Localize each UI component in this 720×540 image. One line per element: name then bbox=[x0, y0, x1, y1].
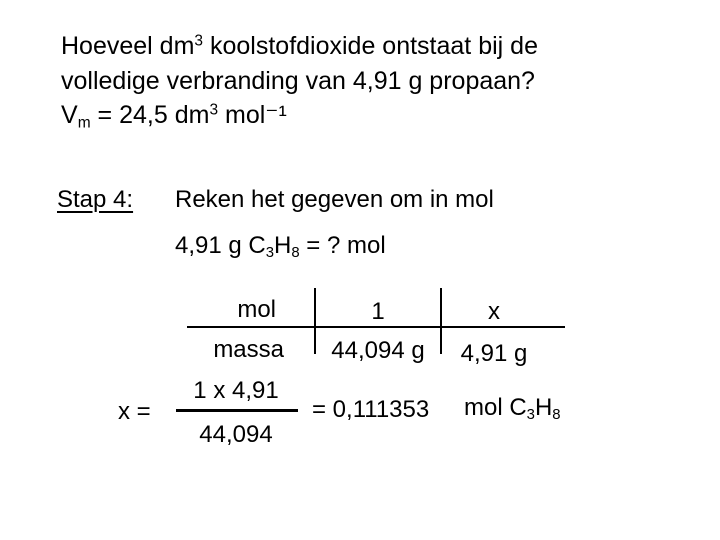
table-cell-massa-1: 44,094 g bbox=[331, 337, 425, 364]
table-cell-mol-2: x bbox=[488, 298, 500, 325]
question-text: mol⁻¹ bbox=[218, 101, 287, 129]
fraction-bar bbox=[176, 409, 298, 412]
fraction-numerator: 1 x 4,91 bbox=[193, 377, 279, 404]
given-quantity bbox=[175, 232, 386, 260]
table-row-label-massa: massa bbox=[213, 336, 284, 363]
subscript: 3 bbox=[265, 245, 275, 262]
result-value: = 0,111353 bbox=[312, 396, 430, 423]
subscript: m bbox=[77, 114, 91, 132]
table-cell-mol-1: 1 bbox=[371, 298, 385, 325]
question-line-3 bbox=[61, 100, 287, 131]
x-label: x = bbox=[118, 398, 151, 425]
molar-volume-symbol: V bbox=[61, 101, 78, 129]
superscript: 3 bbox=[209, 101, 219, 119]
subscript: 3 bbox=[526, 407, 535, 424]
given-text: H bbox=[274, 232, 292, 259]
given-text: 4,91 g C bbox=[175, 232, 266, 259]
question-line-1 bbox=[61, 31, 538, 62]
step-instruction: Reken het gegeven om in mol bbox=[175, 186, 494, 213]
question-text: Hoeveel dm bbox=[61, 32, 195, 60]
table-row-label-mol: mol bbox=[237, 296, 276, 323]
superscript: 3 bbox=[194, 32, 204, 50]
result-unit bbox=[464, 394, 561, 422]
question-line-2 bbox=[61, 66, 535, 97]
given-text: = ? mol bbox=[299, 232, 386, 259]
question-text: = 24,5 dm bbox=[90, 101, 210, 129]
subscript: 8 bbox=[552, 407, 561, 424]
unit-text: mol C bbox=[464, 394, 527, 421]
question-text: koolstofdioxide ontstaat bij de bbox=[203, 32, 538, 60]
question-text: volledige verbranding van 4,91 g propaan? bbox=[61, 67, 535, 95]
fraction-denominator: 44,094 bbox=[199, 421, 273, 448]
unit-text: H bbox=[534, 394, 553, 421]
step-label: Stap 4: bbox=[57, 186, 134, 213]
table-horizontal-line bbox=[187, 326, 565, 328]
subscript: 8 bbox=[291, 245, 300, 262]
table-cell-massa-2: 4,91 g bbox=[460, 340, 528, 367]
